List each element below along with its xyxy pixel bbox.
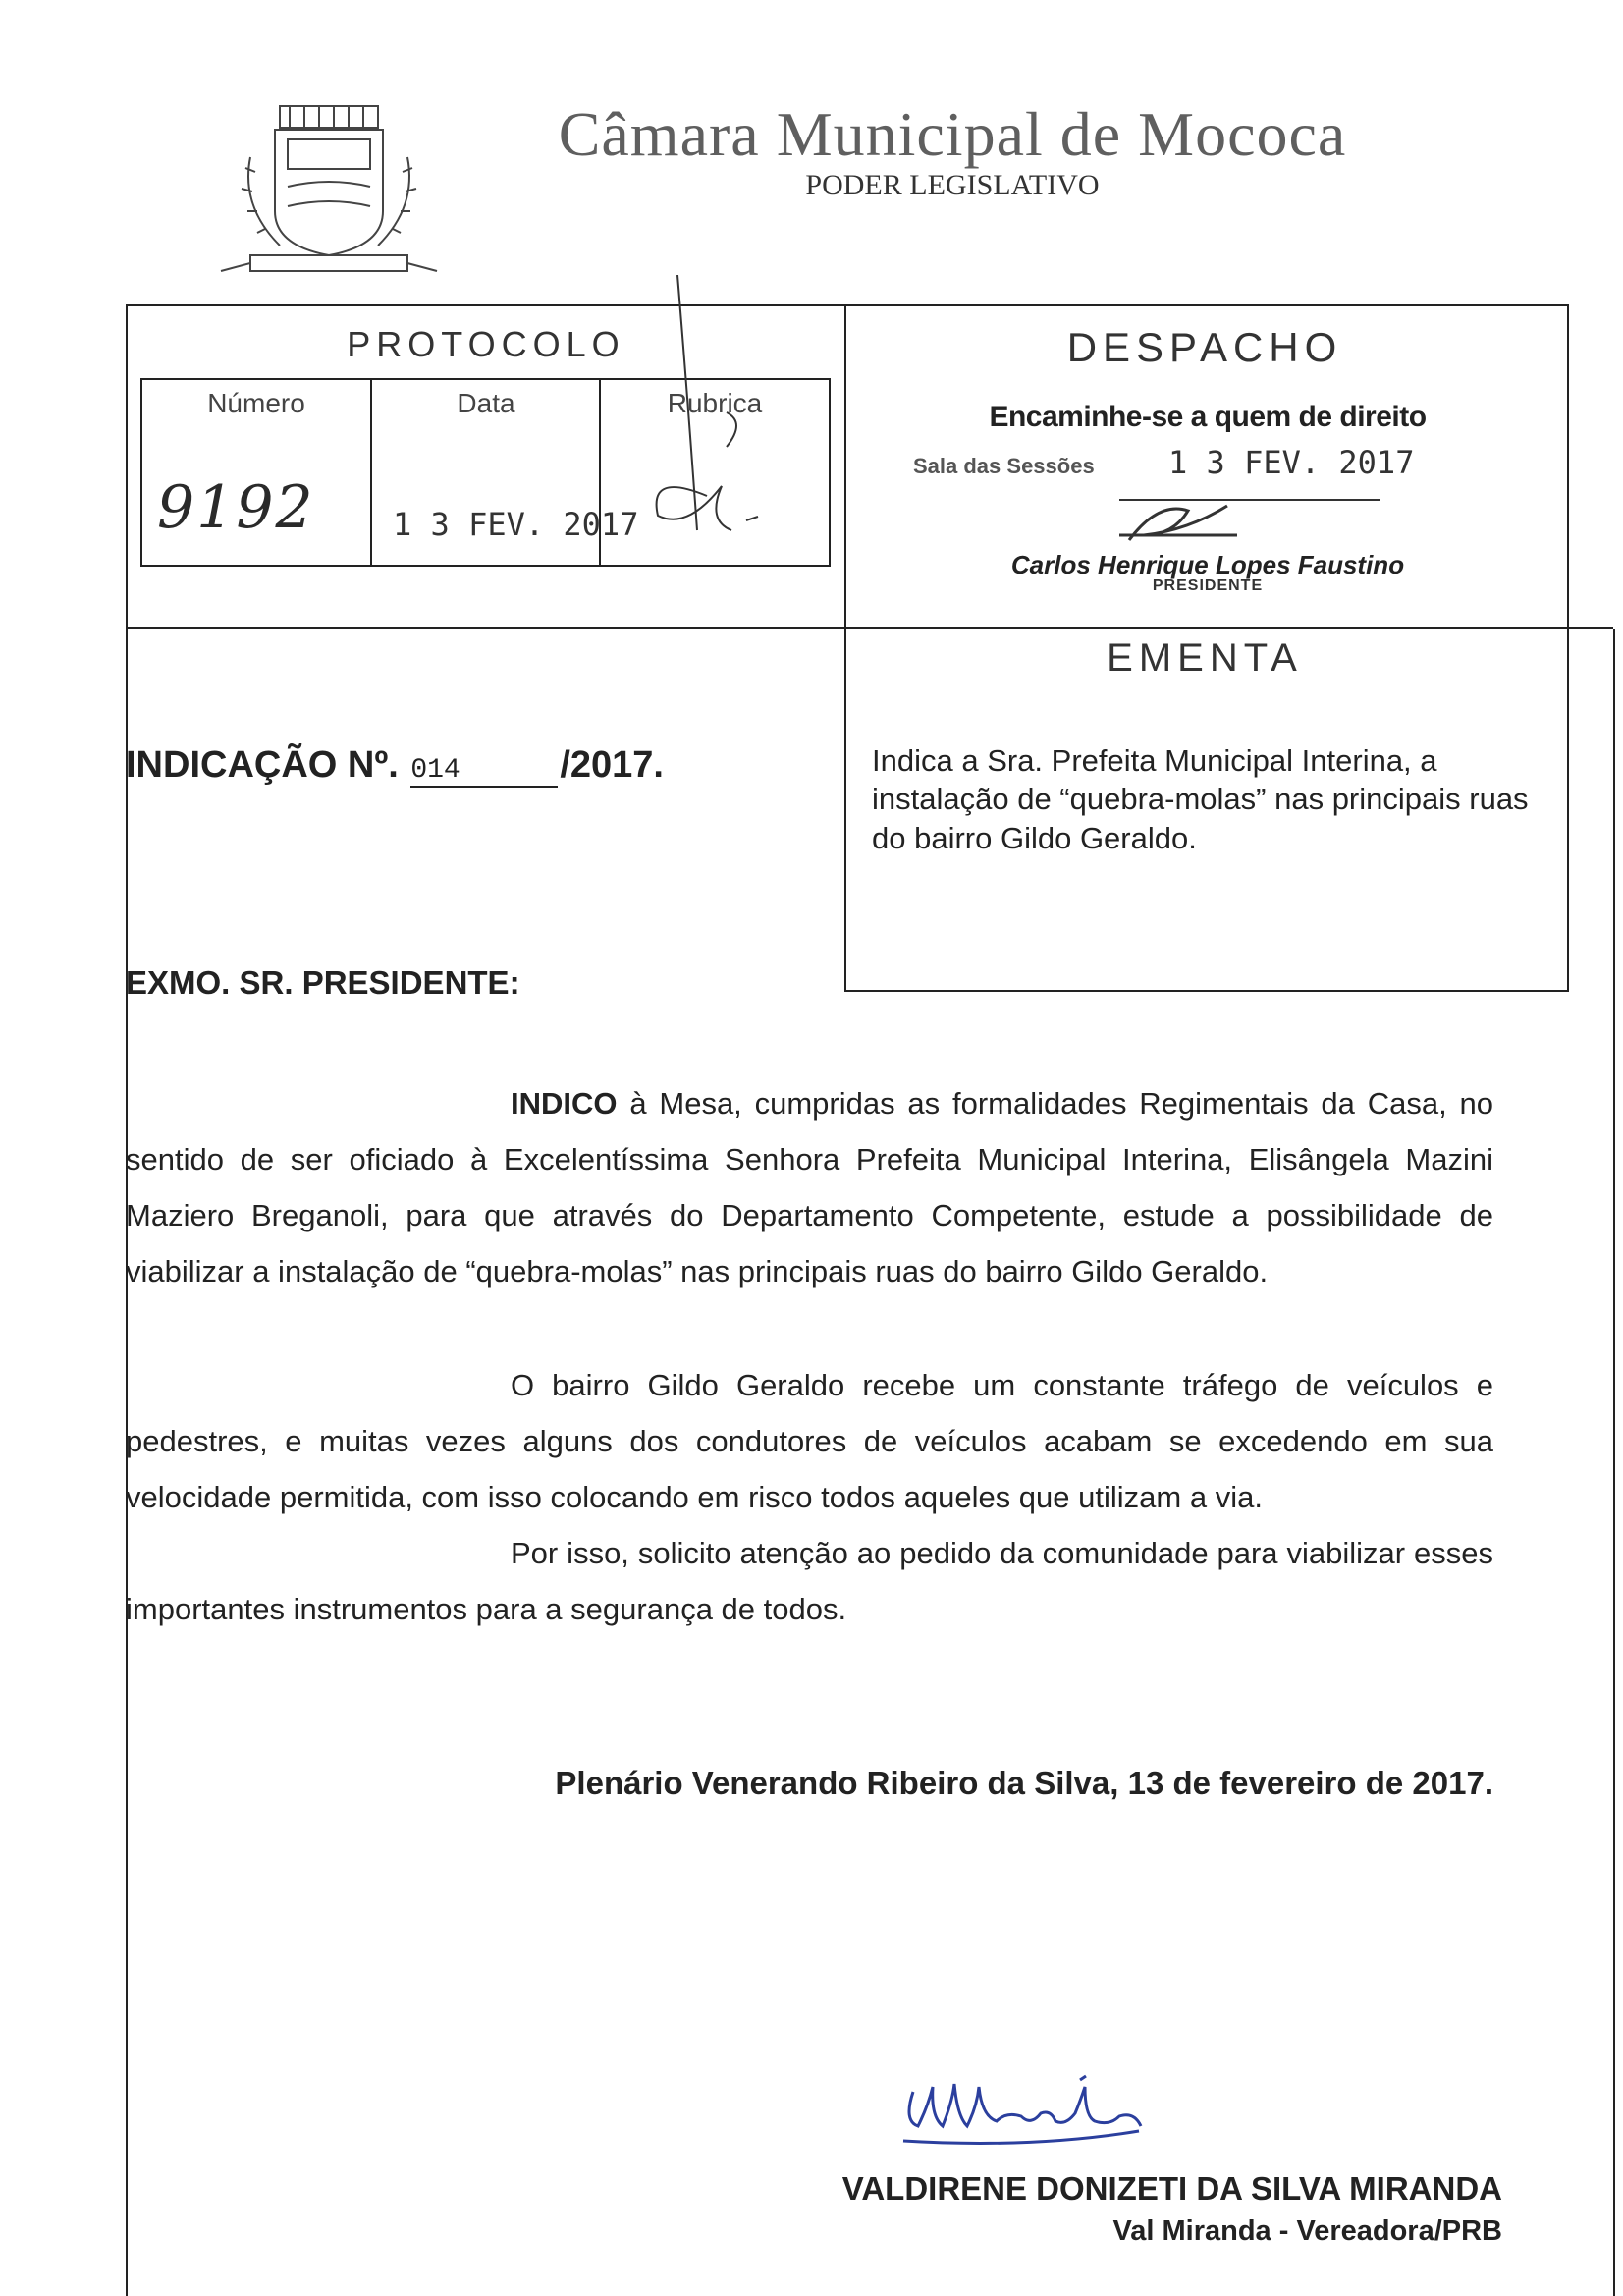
salutation: EXMO. SR. PRESIDENTE: xyxy=(126,964,520,1001)
ementa-title: EMENTA xyxy=(1107,636,1303,680)
coat-of-arms-icon xyxy=(211,98,447,280)
proto-table-right xyxy=(829,378,831,567)
ementa-bottom xyxy=(844,990,1569,992)
despacho-signer-name: Carlos Henrique Lopes Faustino xyxy=(1010,550,1405,579)
indicacao-number: 014 xyxy=(410,755,558,788)
data-label: Data xyxy=(457,388,515,418)
despacho-signer-role: PRESIDENTE xyxy=(1152,577,1264,594)
handwritten-signature xyxy=(884,2072,1276,2151)
body-paragraph-3-text: Por isso, solicito atenção ao pedido da comunidade para viabilizar esses importantes instrumentos para a segurança de todos. xyxy=(126,1536,1493,1626)
frame-right-lower xyxy=(1613,629,1615,2296)
rubrica-label: Rubrica xyxy=(667,388,763,418)
frame-top xyxy=(126,304,1569,306)
frame-left xyxy=(126,304,128,2296)
closing-line: Plenário Venerando Ribeiro da Silva, 13 de fevereiro de 2017. xyxy=(555,1765,1493,1801)
signer-role: Val Miranda - Vereadora/PRB xyxy=(1112,2215,1502,2247)
frame-right-top xyxy=(1567,304,1569,629)
despacho-title: DESPACHO xyxy=(1066,324,1343,370)
indicacao-heading xyxy=(126,744,664,788)
session-label: Sala das Sessões xyxy=(913,454,1095,478)
rubrica-signature-icon xyxy=(628,275,805,570)
indicacao-prefix: INDICAÇÃO Nº. xyxy=(126,744,399,786)
body-paragraph-3 xyxy=(126,1525,1493,1637)
body-paragraph-1-text: à Mesa, cumpridas as formalidades Regimentais da Casa, no sentido de ser oficiado à Excelentíssima Senhora Prefeita Municipal Interina, Elisângela Mazini Maziero Breganoli, para que através do Departamento Competente, estude a possibilidade de viabilizar a instalação de “quebra-molas” nas principais ruas do bairro Gildo Geraldo. xyxy=(126,1086,1493,1288)
protocol-date-stamp: 1 3 FEV. 2017 xyxy=(393,506,639,543)
proto-table-div1 xyxy=(370,378,372,567)
body-paragraph-1 xyxy=(126,1075,1493,1299)
body-paragraph-2-text: O bairro Gildo Geraldo recebe um constante tráfego de veículos e pedestres, e muitas vezes alguns dos condutores de veículos acabam se excedendo em sua velocidade permitida, com isso colocando em risco todos aqueles que utilizam a via. xyxy=(126,1368,1493,1514)
signer-name: VALDIRENE DONIZETI DA SILVA MIRANDA xyxy=(841,2170,1502,2207)
despacho-stamp-text: Encaminhe-se a quem de direito xyxy=(989,401,1427,433)
numero-label: Número xyxy=(207,388,305,418)
institution-title: Câmara Municipal de Mococa xyxy=(558,99,1347,169)
protocol-number-handwritten: 9192 xyxy=(157,473,315,542)
ementa-right xyxy=(1567,627,1569,992)
ementa-text: Indica a Sra. Prefeita Municipal Interina, a instalação de “quebra-molas” nas principais ruas do bairro Gildo Geraldo. xyxy=(872,743,1529,855)
protocolo-title: PROTOCOLO xyxy=(347,324,625,364)
despacho-date-stamp: 1 3 FEV. 2017 xyxy=(1168,444,1415,481)
institution-subtitle: PODER LEGISLATIVO xyxy=(805,169,1100,201)
body-lead-word: INDICO xyxy=(511,1086,618,1121)
body-paragraph-2 xyxy=(126,1357,1493,1525)
president-signature-icon xyxy=(1119,496,1247,550)
frame-mid-horizontal xyxy=(126,627,1613,629)
indicacao-suffix: /2017. xyxy=(560,744,664,786)
